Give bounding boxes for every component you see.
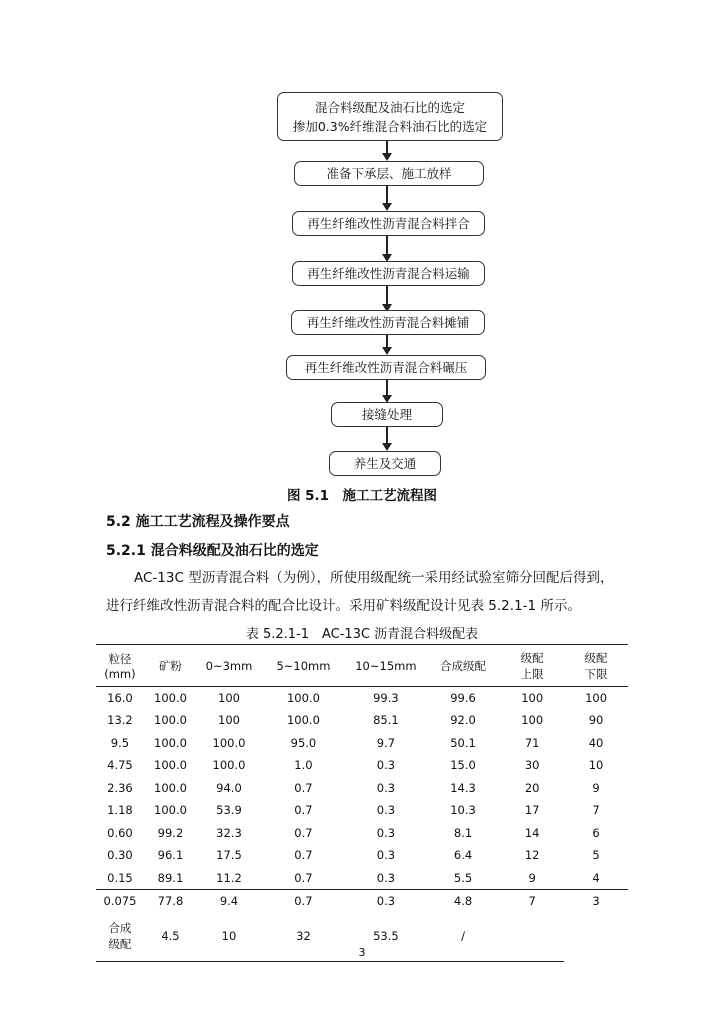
table-cell: 17 [524, 803, 540, 818]
table-cell: 100 [218, 713, 240, 728]
flow-step-line: 养生及交通 [353, 456, 417, 471]
table-cell: 7 [500, 889, 564, 912]
table-cell: 92.0 [450, 713, 476, 728]
table-cell: 100 [521, 691, 544, 705]
table-cell: 0.7 [294, 825, 313, 840]
table-cell: 0.15 [107, 870, 133, 885]
table-cell: 99.6 [450, 691, 476, 705]
table-cell: 0.3 [376, 758, 396, 773]
flow-step-compaction [286, 355, 486, 380]
table-cell: 53.9 [216, 803, 242, 818]
flow-arrowhead [382, 153, 392, 161]
subsection-heading: 5.2.1 混合料级配及油石比的选定 [106, 543, 319, 559]
table-cell: 0.075 [96, 889, 144, 912]
table-cell: 0.3 [376, 848, 396, 863]
flow-arrowhead [382, 203, 392, 211]
table-cell: / [426, 912, 500, 962]
table-cell: 0.7 [294, 848, 313, 863]
gradation-table [96, 644, 628, 962]
section-heading: 5.2 施工工艺流程及操作要点 [106, 514, 290, 530]
paragraph-line: 进行纤维改性沥青混合料的配合比设计。采用矿料级配设计见表 5.2.1-1 所示。 [106, 598, 581, 614]
table-cell: 3 [564, 889, 628, 912]
table-cell: 14 [524, 825, 540, 840]
table-cell: 53.5 [346, 912, 426, 962]
table-cell: 0.7 [261, 889, 346, 912]
flow-arrow [386, 186, 388, 203]
table-cell: 32 [261, 912, 346, 962]
flow-step-line: 掺加0.3%纤维混合料油石比的选定 [292, 118, 488, 134]
table-cell: 0.3 [376, 780, 396, 795]
table-cell: 10 [197, 912, 261, 962]
table-cell: 15.0 [450, 758, 476, 773]
table-cell: 100.0 [154, 758, 187, 773]
flow-step-line: 再生纤维改性沥青混合料拌合 [307, 216, 470, 231]
table-header-row [96, 645, 628, 687]
figure-caption: 图 5.1 施工工艺流程图 [286, 488, 438, 504]
table-cell: 4.75 [107, 758, 133, 773]
table-cell: 100.0 [154, 691, 187, 705]
table-header-cell: 10~15mm [355, 658, 417, 673]
page-number: 3 [358, 946, 366, 959]
table-header-cell: 矿粉 [158, 658, 182, 673]
table-cell: 0.3 [376, 825, 396, 840]
table-header-cell: 粒径 (mm) [104, 651, 136, 681]
table-cell: 99.3 [373, 691, 399, 705]
flow-step-line: 接缝处理 [361, 407, 412, 422]
table-cell: 5.5 [453, 870, 473, 885]
table-cell: 9 [592, 780, 600, 795]
table-cell: 100.0 [154, 735, 187, 750]
table-cell: 95.0 [290, 735, 317, 750]
flow-arrow [386, 286, 388, 304]
table-cell: 100.0 [212, 758, 246, 773]
table-row [96, 889, 628, 912]
table-header-cell: 合成级配 [440, 658, 487, 673]
table-cell: 9.7 [376, 735, 396, 750]
flow-arrow [386, 427, 388, 443]
table-row [96, 709, 628, 732]
table-cell: 0.7 [294, 870, 313, 885]
flow-step-line: 准备下承层、施工放样 [326, 166, 452, 181]
table-cell: 8.1 [453, 825, 473, 840]
table-cell: 32.3 [216, 825, 242, 840]
table-cell: 0.3 [376, 870, 396, 885]
table-cell: 1.0 [294, 758, 313, 773]
table-header-cell: 0~3mm [205, 658, 253, 673]
table-cell: 2.36 [107, 780, 133, 795]
flow-arrow [386, 236, 388, 254]
table-cell: 0.3 [346, 889, 426, 912]
table-cell: 4 [592, 870, 600, 885]
table-cell: 100.0 [154, 780, 187, 795]
table-cell: 10.3 [450, 803, 476, 818]
table-row [96, 754, 628, 777]
table-cell: 85.1 [373, 713, 399, 728]
table-cell: 13.2 [107, 713, 133, 728]
table-cell: 100 [218, 691, 240, 705]
table-header-cell: 级配 上限 [520, 650, 544, 681]
table-cell: 0.7 [294, 803, 313, 818]
flow-step-joint [331, 402, 443, 427]
paragraph-line: AC-13C 型沥青混合料（为例），所使用级配统一采用经试验室筛分回配后得到， [134, 570, 614, 586]
table-cell: 100 [521, 713, 544, 728]
table-cell: 11.2 [216, 870, 242, 885]
table-cell: 100.0 [286, 713, 320, 728]
table-cell: 0.3 [376, 803, 396, 818]
table-row [96, 844, 628, 867]
table-cell: 40 [588, 735, 604, 750]
table-cell: 100 [585, 691, 608, 705]
body-paragraph [106, 564, 626, 620]
table-cell: 100.0 [212, 735, 246, 750]
flow-step-preparation [294, 161, 484, 186]
table-cell: 71 [524, 735, 540, 750]
flow-arrowhead [382, 347, 392, 355]
table-cell: 1.18 [107, 803, 133, 818]
table-cell: 4.5 [144, 912, 197, 962]
table-cell: 6 [592, 825, 600, 840]
table-cell: 50.1 [450, 735, 476, 750]
table-cell: 77.8 [144, 889, 197, 912]
table-header-cell: 5~10mm [276, 658, 331, 673]
table-cell: 100.0 [286, 691, 320, 705]
table-cell: 30 [524, 758, 540, 773]
flow-arrowhead [382, 443, 392, 451]
table-title: 表 5.2.1-1 AC-13C 沥青混合料级配表 [245, 627, 479, 642]
flow-step-mixing [292, 211, 485, 236]
table-cell: 5 [592, 848, 600, 863]
flow-step-line: 再生纤维改性沥青混合料碾压 [304, 360, 468, 375]
table-row [96, 799, 628, 822]
flow-step-line: 混合料级配及油石比的选定 [314, 99, 465, 115]
flow-step-transport [292, 261, 485, 286]
table-cell: 0.60 [107, 825, 133, 840]
table-cell: 9 [528, 870, 536, 885]
table-row [96, 777, 628, 800]
table-cell: 7 [592, 803, 600, 818]
flow-arrow [386, 380, 388, 395]
table-cell: 9.5 [110, 735, 130, 750]
flow-step-line: 再生纤维改性沥青混合料摊铺 [306, 315, 470, 330]
table-cell: 94.0 [216, 780, 242, 795]
table-cell: 90 [588, 713, 604, 728]
table-row [96, 687, 628, 710]
flow-arrow [386, 335, 388, 347]
table-row [96, 732, 628, 755]
flow-arrow [386, 141, 388, 153]
flow-step-mix-selection [277, 92, 503, 141]
table-cell: 6.4 [453, 848, 473, 863]
table-cell: 0.7 [294, 780, 313, 795]
flow-step-paving [291, 310, 485, 335]
table-header-cell: 级配 下限 [584, 650, 608, 681]
flow-step-curing [329, 451, 441, 476]
table-cell: 17.5 [216, 848, 242, 863]
table-cell: 99.2 [157, 825, 184, 840]
table-cell: 10 [588, 758, 604, 773]
table-cell: 16.0 [107, 691, 133, 705]
table-cell: 96.1 [157, 848, 184, 863]
table-cell: 100.0 [154, 803, 187, 818]
table-cell: 0.30 [107, 848, 133, 863]
flow-step-line: 再生纤维改性沥青混合料运输 [307, 266, 470, 281]
table-cell: 89.1 [157, 870, 184, 885]
table-cell: 12 [524, 848, 540, 863]
table-cell: 20 [524, 780, 540, 795]
table-cell: 4.8 [426, 889, 500, 912]
table-cell-label: 合成 级配 [96, 912, 144, 962]
table-cell: 9.4 [197, 889, 261, 912]
table-cell: 100.0 [154, 713, 187, 728]
table-cell: 14.3 [450, 780, 476, 795]
table-row [96, 867, 628, 890]
table-row [96, 822, 628, 845]
